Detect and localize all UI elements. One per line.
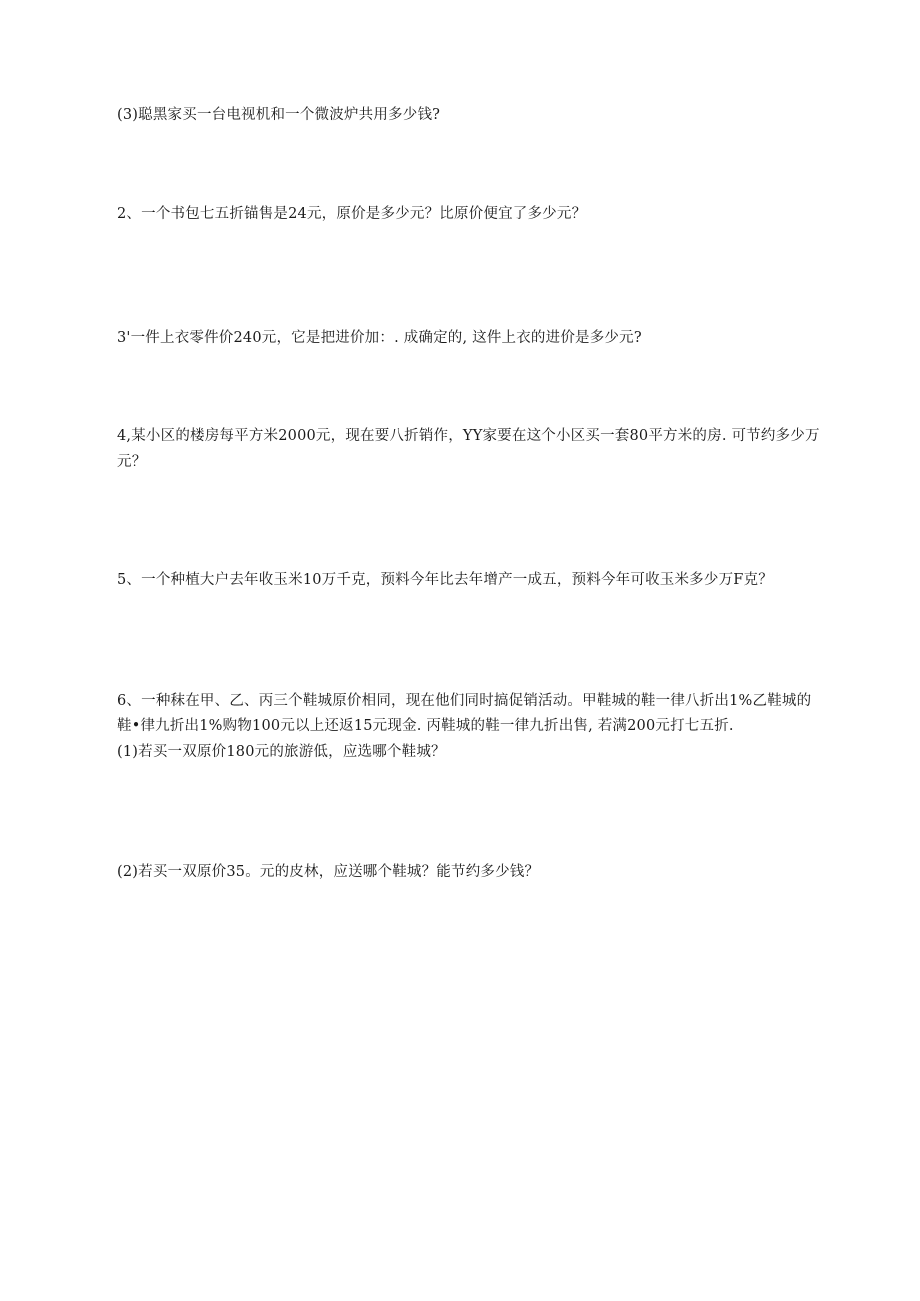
question-4-line-1: 4,某小区的楼房每平方米2000元，现在要八折销作，YY家要在这个小区买一套80平方米的房. 可节约多少万 (117, 428, 820, 444)
question-4-line-2: 元？ (117, 454, 147, 470)
question-6-line-2: 鞋•律九折出1%购物100元以上还返15元现金. 丙鞋城的鞋一律九折出售, 若满200元打七五折. (117, 718, 734, 734)
question-1-part-3: (3)聪黑家买一台电视机和一个微波炉共用多少钱? (117, 107, 441, 123)
question-5: 5、一个种植大户去年收玉米10万千克，预料今年比去年增产一成五，预料今年可收玉米多少万F克？ (117, 572, 773, 588)
question-6-part-1: (1)若买一双原价180元的旅游低，应选哪个鞋城？ (117, 744, 446, 760)
question-3: 3'一件上衣零件价240元，它是把进价加：. 成确定的, 这件上衣的进价是多少元? (117, 330, 642, 346)
question-6-part-2: (2)若买一双原价35。元的皮林，应送哪个鞋城？能节约多少钱？ (117, 864, 540, 880)
question-2: 2、一个书包七五折锚售是24元，原价是多少元？比原价便宜了多少元？ (117, 206, 587, 222)
question-6-line-1: 6、一种秣在甲、乙、丙三个鞋城原价相同，现在他们同时搞促销活动。甲鞋城的鞋一律八折出1%乙鞋城的 (117, 693, 812, 709)
